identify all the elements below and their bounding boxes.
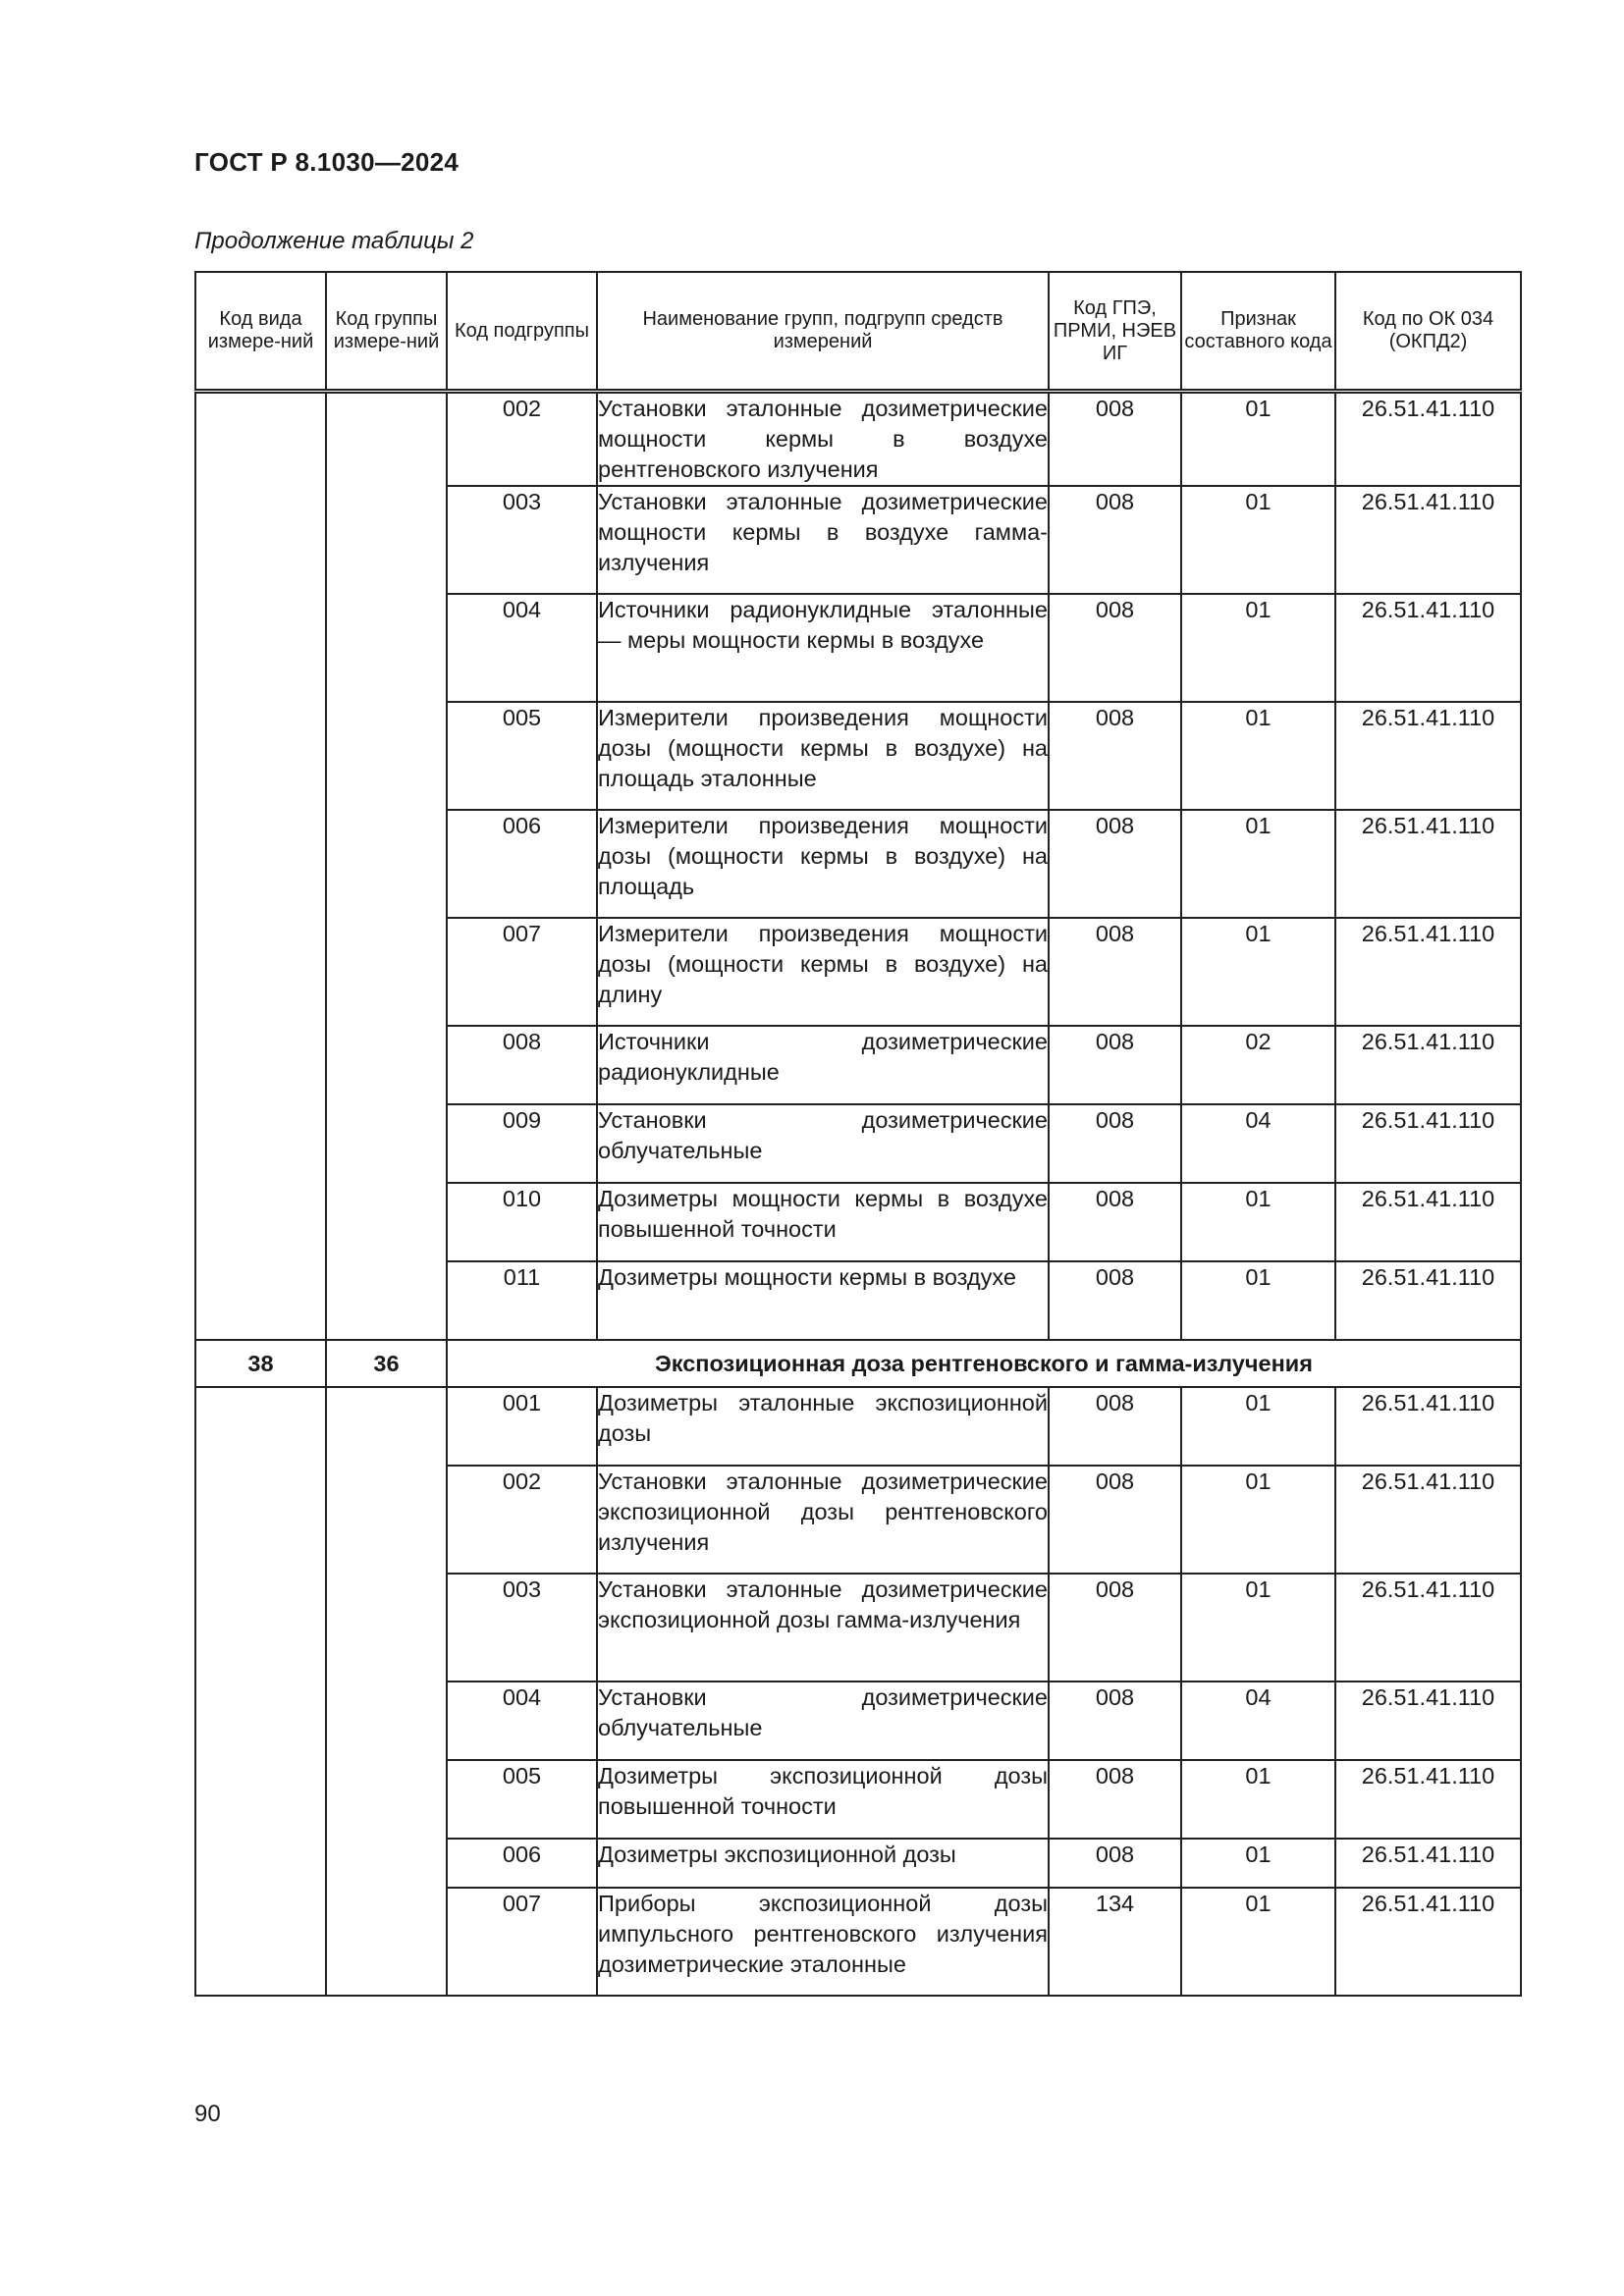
- subgroup-code-cell: 004: [447, 594, 597, 702]
- instrument-name-cell: Измерители произведения мощности дозы (мощности кермы в воздухе) на длину: [597, 918, 1049, 1026]
- column-header-gpe-code: Код ГПЭ, ПРМИ, НЭЕВ ИГ: [1049, 272, 1181, 392]
- subgroup-code-cell: 001: [447, 1387, 597, 1466]
- composite-flag-cell: 01: [1181, 1183, 1335, 1261]
- subgroup-code-cell: 006: [447, 810, 597, 918]
- composite-flag-cell: 01: [1181, 486, 1335, 594]
- composite-flag-cell: 01: [1181, 594, 1335, 702]
- subgroup-code-cell: 008: [447, 1026, 597, 1104]
- composite-flag-cell: 01: [1181, 1888, 1335, 1996]
- okpd2-code-cell: 26.51.41.110: [1335, 1760, 1521, 1839]
- okpd2-code-cell: 26.51.41.110: [1335, 1183, 1521, 1261]
- okpd2-code-cell: 26.51.41.110: [1335, 1888, 1521, 1996]
- composite-flag-cell: 01: [1181, 1466, 1335, 1574]
- subgroup-code-cell: 006: [447, 1839, 597, 1888]
- composite-flag-cell: 01: [1181, 1839, 1335, 1888]
- group-code-cell: [326, 1387, 447, 1996]
- column-header-okpd2-code: Код по ОК 034 (ОКПД2): [1335, 272, 1521, 392]
- composite-flag-cell: 01: [1181, 392, 1335, 487]
- composite-flag-cell: 01: [1181, 1574, 1335, 1682]
- gpe-code-cell: 008: [1049, 1466, 1181, 1574]
- subgroup-code-cell: 009: [447, 1104, 597, 1183]
- okpd2-code-cell: 26.51.41.110: [1335, 1574, 1521, 1682]
- group-code-cell: [326, 392, 447, 1341]
- subgroup-code-cell: 010: [447, 1183, 597, 1261]
- okpd2-code-cell: 26.51.41.110: [1335, 1026, 1521, 1104]
- instrument-name-cell: Измерители произведения мощности дозы (мощности кермы в воздухе) на площадь: [597, 810, 1049, 918]
- subgroup-code-cell: 007: [447, 918, 597, 1026]
- subgroup-code-cell: 005: [447, 1760, 597, 1839]
- gpe-code-cell: 008: [1049, 702, 1181, 810]
- gpe-code-cell: 008: [1049, 594, 1181, 702]
- gpe-code-cell: 008: [1049, 392, 1181, 487]
- okpd2-code-cell: 26.51.41.110: [1335, 1839, 1521, 1888]
- okpd2-code-cell: 26.51.41.110: [1335, 1387, 1521, 1466]
- subgroup-code-cell: 007: [447, 1888, 597, 1996]
- composite-flag-cell: 04: [1181, 1682, 1335, 1760]
- subgroup-code-cell: 002: [447, 392, 597, 487]
- okpd2-code-cell: 26.51.41.110: [1335, 1466, 1521, 1574]
- gpe-code-cell: 008: [1049, 486, 1181, 594]
- instrument-name-cell: Установки эталонные дозиметрические экспозиционной дозы рентгеновского излучения: [597, 1466, 1049, 1574]
- okpd2-code-cell: 26.51.41.110: [1335, 702, 1521, 810]
- subgroup-code-cell: 004: [447, 1682, 597, 1760]
- column-header-name: Наименование групп, подгрупп средств измерений: [597, 272, 1049, 392]
- composite-flag-cell: 01: [1181, 702, 1335, 810]
- okpd2-code-cell: 26.51.41.110: [1335, 392, 1521, 487]
- kind-code-cell: [195, 392, 326, 1341]
- column-header-kind-code: Код вида измере-ний: [195, 272, 326, 392]
- gpe-code-cell: 008: [1049, 1026, 1181, 1104]
- gpe-code-cell: 008: [1049, 1261, 1181, 1340]
- instrument-name-cell: Установки эталонные дозиметрические мощности кермы в воздухе гамма-излучения: [597, 486, 1049, 594]
- composite-flag-cell: 04: [1181, 1104, 1335, 1183]
- subgroup-code-cell: 003: [447, 1574, 597, 1682]
- instrument-name-cell: Дозиметры экспозиционной дозы повышенной точности: [597, 1760, 1049, 1839]
- instrument-name-cell: Дозиметры мощности кермы в воздухе: [597, 1261, 1049, 1340]
- section-group-code: 36: [326, 1340, 447, 1387]
- composite-flag-cell: 02: [1181, 1026, 1335, 1104]
- okpd2-code-cell: 26.51.41.110: [1335, 1261, 1521, 1340]
- gpe-code-cell: 008: [1049, 1682, 1181, 1760]
- gpe-code-cell: 008: [1049, 1387, 1181, 1466]
- okpd2-code-cell: 26.51.41.110: [1335, 1104, 1521, 1183]
- column-header-subgroup-code: Код подгруппы: [447, 272, 597, 392]
- page-number: 90: [194, 2101, 221, 2127]
- okpd2-code-cell: 26.51.41.110: [1335, 594, 1521, 702]
- subgroup-code-cell: 002: [447, 1466, 597, 1574]
- instrument-name-cell: Измерители произведения мощности дозы (мощности кермы в воздухе) на площадь эталонные: [597, 702, 1049, 810]
- composite-flag-cell: 01: [1181, 918, 1335, 1026]
- gpe-code-cell: 008: [1049, 1760, 1181, 1839]
- gpe-code-cell: 008: [1049, 1104, 1181, 1183]
- okpd2-code-cell: 26.51.41.110: [1335, 486, 1521, 594]
- section-title: Экспозиционная доза рентгеновского и гамма-излучения: [447, 1340, 1521, 1387]
- okpd2-code-cell: 26.51.41.110: [1335, 1682, 1521, 1760]
- classification-table: [194, 271, 1522, 1997]
- composite-flag-cell: 01: [1181, 1760, 1335, 1839]
- composite-flag-cell: 01: [1181, 810, 1335, 918]
- instrument-name-cell: Установки эталонные дозиметрические экспозиционной дозы гамма-излучения: [597, 1574, 1049, 1682]
- okpd2-code-cell: 26.51.41.110: [1335, 918, 1521, 1026]
- composite-flag-cell: 01: [1181, 1261, 1335, 1340]
- section-row: [195, 1340, 1521, 1387]
- column-header-composite-flag: Признак составного кода: [1181, 272, 1335, 392]
- instrument-name-cell: Источники радионуклидные эталонные — меры мощности кермы в воздухе: [597, 594, 1049, 702]
- section-kind-code: 38: [195, 1340, 326, 1387]
- document-code: ГОСТ Р 8.1030—2024: [194, 147, 460, 177]
- table-row: [195, 392, 1521, 487]
- instrument-name-cell: Источники дозиметрические радионуклидные: [597, 1026, 1049, 1104]
- subgroup-code-cell: 011: [447, 1261, 597, 1340]
- subgroup-code-cell: 003: [447, 486, 597, 594]
- gpe-code-cell: 008: [1049, 1183, 1181, 1261]
- instrument-name-cell: Установки дозиметрические облучательные: [597, 1682, 1049, 1760]
- okpd2-code-cell: 26.51.41.110: [1335, 810, 1521, 918]
- table-row: [195, 1387, 1521, 1466]
- instrument-name-cell: Установки дозиметрические облучательные: [597, 1104, 1049, 1183]
- gpe-code-cell: 008: [1049, 810, 1181, 918]
- instrument-name-cell: Дозиметры экспозиционной дозы: [597, 1839, 1049, 1888]
- subgroup-code-cell: 005: [447, 702, 597, 810]
- column-header-group-code: Код группы измере-ний: [326, 272, 447, 392]
- kind-code-cell: [195, 1387, 326, 1996]
- gpe-code-cell: 008: [1049, 1574, 1181, 1682]
- composite-flag-cell: 01: [1181, 1387, 1335, 1466]
- instrument-name-cell: Установки эталонные дозиметрические мощности кермы в воздухе рентгеновского излучения: [597, 392, 1049, 487]
- gpe-code-cell: 134: [1049, 1888, 1181, 1996]
- table-header-row: [195, 272, 1521, 392]
- gpe-code-cell: 008: [1049, 918, 1181, 1026]
- instrument-name-cell: Приборы экспозиционной дозы импульсного рентгеновского излучения дозиметрические эталонные: [597, 1888, 1049, 1996]
- instrument-name-cell: Дозиметры эталонные экспозиционной дозы: [597, 1387, 1049, 1466]
- instrument-name-cell: Дозиметры мощности кермы в воздухе повышенной точности: [597, 1183, 1049, 1261]
- gpe-code-cell: 008: [1049, 1839, 1181, 1888]
- table-caption: Продолжение таблицы 2: [194, 228, 474, 254]
